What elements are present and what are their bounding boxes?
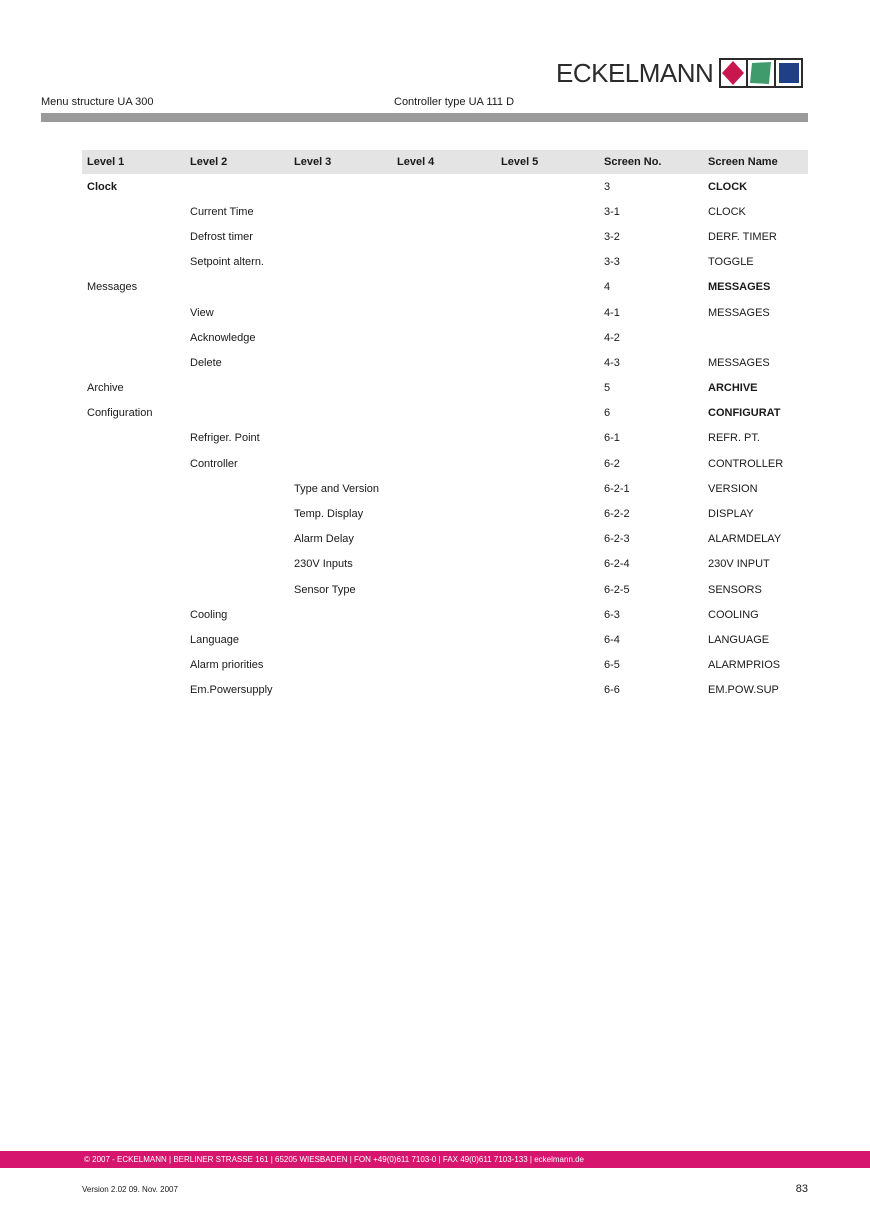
table-row [82, 199, 808, 224]
level-2-cell [185, 376, 289, 401]
screen-number-cell: 6-4 [604, 633, 620, 646]
level-4-cell [392, 653, 496, 678]
level-3-cell [289, 174, 392, 199]
level-5-cell [496, 199, 599, 224]
screen-number-cell: 6-6 [604, 684, 620, 697]
level-3-cell [289, 602, 392, 627]
screen-number-cell: 3 [604, 180, 611, 193]
level-5-cell [496, 224, 599, 249]
level-5-cell [496, 350, 599, 375]
level-4-cell [392, 376, 496, 401]
screen-number-cell: 6-2-4 [604, 558, 630, 571]
table-row [82, 174, 808, 199]
level-5-cell [496, 527, 599, 552]
level-5-cell [496, 275, 599, 300]
table-row [82, 275, 808, 300]
level-1-cell [82, 653, 185, 678]
screen-number-cell: 4-2 [604, 331, 620, 344]
level-4-cell [392, 174, 496, 199]
footer-bar [0, 1151, 870, 1168]
footer-contact: © 2007 - ECKELMANN | BERLINER STRASSE 161 | 65205 WIESBADEN | FON +49(0)611 7103-0 | FAX 49(0)611 7103-133 | eckelmann.de [84, 1155, 585, 1164]
level-2-cell: Setpoint altern. [190, 256, 264, 269]
level-4-cell [392, 627, 496, 652]
level-4-cell [392, 426, 496, 451]
screen-number-cell: 6-2-5 [604, 583, 630, 596]
table-row [82, 376, 808, 401]
level-5-cell [496, 376, 599, 401]
level-1-cell [82, 325, 185, 350]
table-row [82, 627, 808, 652]
level-3-cell [289, 350, 392, 375]
screen-number-cell: 6-2 [604, 457, 620, 470]
level-2-cell [185, 476, 289, 501]
table-row [82, 602, 808, 627]
level-2-cell: Delete [190, 356, 222, 369]
level-4-cell [392, 476, 496, 501]
level-2-cell: Refriger. Point [190, 432, 260, 445]
table-row [82, 476, 808, 501]
level-4-cell [392, 350, 496, 375]
level-4-cell [392, 501, 496, 526]
screen-number-cell: 3-3 [604, 256, 620, 269]
level-1-cell [82, 501, 185, 526]
level-2-cell: Language [190, 633, 239, 646]
level-2-cell [185, 401, 289, 426]
screen-number-cell: 4-3 [604, 356, 620, 369]
screen-name-cell: CONFIGURAT [708, 407, 781, 420]
level-1-cell [82, 250, 185, 275]
level-5-cell [496, 476, 599, 501]
level-2-cell [185, 275, 289, 300]
level-1-cell [82, 602, 185, 627]
level-2-cell [185, 501, 289, 526]
column-header: Level 1 [82, 150, 185, 174]
level-2-cell: Controller [190, 457, 238, 470]
level-4-cell [392, 577, 496, 602]
version-info: Version 2.02 09. Nov. 2007 [82, 1185, 178, 1194]
screen-name-cell: EM.POW.SUP [708, 684, 779, 697]
page-number: 83 [795, 1183, 808, 1195]
level-5-cell [496, 250, 599, 275]
column-header: Level 4 [392, 150, 496, 174]
screen-number-cell: 5 [604, 382, 611, 395]
table-row [82, 300, 808, 325]
level-1-cell [82, 451, 185, 476]
level-3-cell: Type and Version [294, 482, 380, 495]
screen-name-cell: CLOCK [708, 180, 748, 193]
level-4-cell [392, 325, 496, 350]
table-row [82, 224, 808, 249]
table-row [82, 350, 808, 375]
level-5-cell [496, 678, 599, 703]
screen-number-cell: 6-3 [604, 608, 620, 621]
level-3-cell: Alarm Delay [294, 533, 354, 546]
level-2-cell [185, 577, 289, 602]
level-2-cell: Em.Powersupply [190, 684, 273, 697]
table-row [82, 401, 808, 426]
column-header: Screen Name [703, 150, 808, 174]
screen-name-cell: ARCHIVE [708, 382, 758, 395]
level-2-cell: Alarm priorities [190, 659, 264, 672]
level-3-cell [289, 401, 392, 426]
level-3-cell [289, 627, 392, 652]
level-3-cell [289, 325, 392, 350]
table-row [82, 577, 808, 602]
screen-number-cell: 6-2-2 [604, 508, 630, 521]
column-header: Screen No. [599, 150, 703, 174]
screen-number-cell: 3-1 [604, 205, 620, 218]
level-1-cell [82, 224, 185, 249]
level-1-cell [82, 527, 185, 552]
table-row [82, 678, 808, 703]
screen-name-cell: VERSION [708, 482, 758, 495]
level-3-cell [289, 426, 392, 451]
level-1-cell: Archive [87, 382, 124, 395]
screen-number-cell: 3-2 [604, 230, 620, 243]
screen-name-cell: LANGUAGE [708, 633, 770, 646]
level-5-cell [496, 325, 599, 350]
brand-squares-icon [719, 58, 803, 88]
table-row [82, 426, 808, 451]
level-4-cell [392, 678, 496, 703]
level-4-cell [392, 275, 496, 300]
level-1-cell: Configuration [87, 407, 153, 420]
screen-number-cell: 6-1 [604, 432, 620, 445]
level-1-cell [82, 426, 185, 451]
screen-name-cell: CONTROLLER [708, 457, 784, 470]
level-5-cell [496, 602, 599, 627]
screen-number-cell: 6-5 [604, 659, 620, 672]
level-3-cell [289, 300, 392, 325]
level-5-cell [496, 627, 599, 652]
screen-number-cell: 6-2-3 [604, 533, 630, 546]
brand-wordmark: ECKELMANN [556, 58, 714, 88]
screen-name-cell: ALARMPRIOS [708, 659, 781, 672]
level-5-cell [496, 501, 599, 526]
screen-number-cell: 6 [604, 407, 611, 420]
screen-name-cell: 230V INPUT [708, 558, 770, 571]
screen-name-cell: TOGGLE [708, 256, 754, 269]
level-1-cell [82, 678, 185, 703]
level-4-cell [392, 552, 496, 577]
level-3-cell [289, 451, 392, 476]
level-4-cell [392, 401, 496, 426]
screen-name-cell: REFR. PT. [708, 432, 760, 445]
document-section-title: Menu structure UA 300 [41, 96, 154, 108]
level-3-cell: Temp. Display [294, 508, 364, 521]
level-2-cell [185, 174, 289, 199]
level-4-cell [392, 224, 496, 249]
screen-name-cell: SENSORS [708, 583, 762, 596]
table-row [82, 451, 808, 476]
level-3-cell: Sensor Type [294, 583, 356, 596]
table-row [82, 527, 808, 552]
header-divider [41, 113, 808, 122]
level-1-cell [82, 627, 185, 652]
level-3-cell [289, 678, 392, 703]
screen-name-cell: DERF. TIMER [708, 230, 777, 243]
brand-logo [556, 56, 803, 90]
screen-name-cell: COOLING [708, 608, 759, 621]
screen-number-cell: 4 [604, 281, 611, 294]
level-2-cell: Acknowledge [190, 331, 256, 344]
level-4-cell [392, 527, 496, 552]
level-2-cell: View [190, 306, 214, 319]
level-1-cell: Messages [87, 281, 138, 294]
screen-name-cell: MESSAGES [708, 306, 770, 319]
screen-name-cell: ALARMDELAY [708, 533, 782, 546]
level-4-cell [392, 602, 496, 627]
level-1-cell [82, 552, 185, 577]
level-3-cell [289, 275, 392, 300]
level-4-cell [392, 451, 496, 476]
screen-number-cell: 4-1 [604, 306, 620, 319]
screen-name-cell: MESSAGES [708, 281, 771, 294]
screen-name-cell [703, 325, 808, 350]
column-header: Level 5 [496, 150, 599, 174]
level-1-cell [82, 577, 185, 602]
level-5-cell [496, 426, 599, 451]
screen-number-cell: 6-2-1 [604, 482, 630, 495]
level-1-cell [82, 300, 185, 325]
level-5-cell [496, 552, 599, 577]
level-3-cell: 230V Inputs [294, 558, 353, 571]
table-row [82, 552, 808, 577]
level-2-cell [185, 552, 289, 577]
table-row [82, 250, 808, 275]
screen-name-cell: MESSAGES [708, 356, 770, 369]
level-5-cell [496, 174, 599, 199]
table-row [82, 325, 808, 350]
level-4-cell [392, 250, 496, 275]
column-header: Level 3 [289, 150, 392, 174]
level-1-cell [82, 350, 185, 375]
level-2-cell: Cooling [190, 608, 228, 621]
level-4-cell [392, 199, 496, 224]
level-5-cell [496, 577, 599, 602]
level-4-cell [392, 300, 496, 325]
level-3-cell [289, 224, 392, 249]
level-1-cell: Clock [87, 180, 117, 193]
level-3-cell [289, 199, 392, 224]
level-2-cell [185, 527, 289, 552]
screen-name-cell: DISPLAY [708, 508, 754, 521]
table-row [82, 501, 808, 526]
level-5-cell [496, 653, 599, 678]
level-5-cell [496, 401, 599, 426]
screen-name-cell: CLOCK [708, 205, 746, 218]
controller-type-title: Controller type UA 111 D [394, 96, 515, 108]
table-header-row [82, 150, 808, 174]
level-3-cell [289, 250, 392, 275]
table-row [82, 653, 808, 678]
level-1-cell [82, 199, 185, 224]
level-2-cell: Defrost timer [190, 230, 253, 243]
level-3-cell [289, 376, 392, 401]
level-3-cell [289, 653, 392, 678]
menu-structure-table [82, 150, 808, 703]
level-5-cell [496, 451, 599, 476]
level-5-cell [496, 300, 599, 325]
level-2-cell: Current Time [190, 205, 254, 218]
column-header: Level 2 [185, 150, 289, 174]
level-1-cell [82, 476, 185, 501]
